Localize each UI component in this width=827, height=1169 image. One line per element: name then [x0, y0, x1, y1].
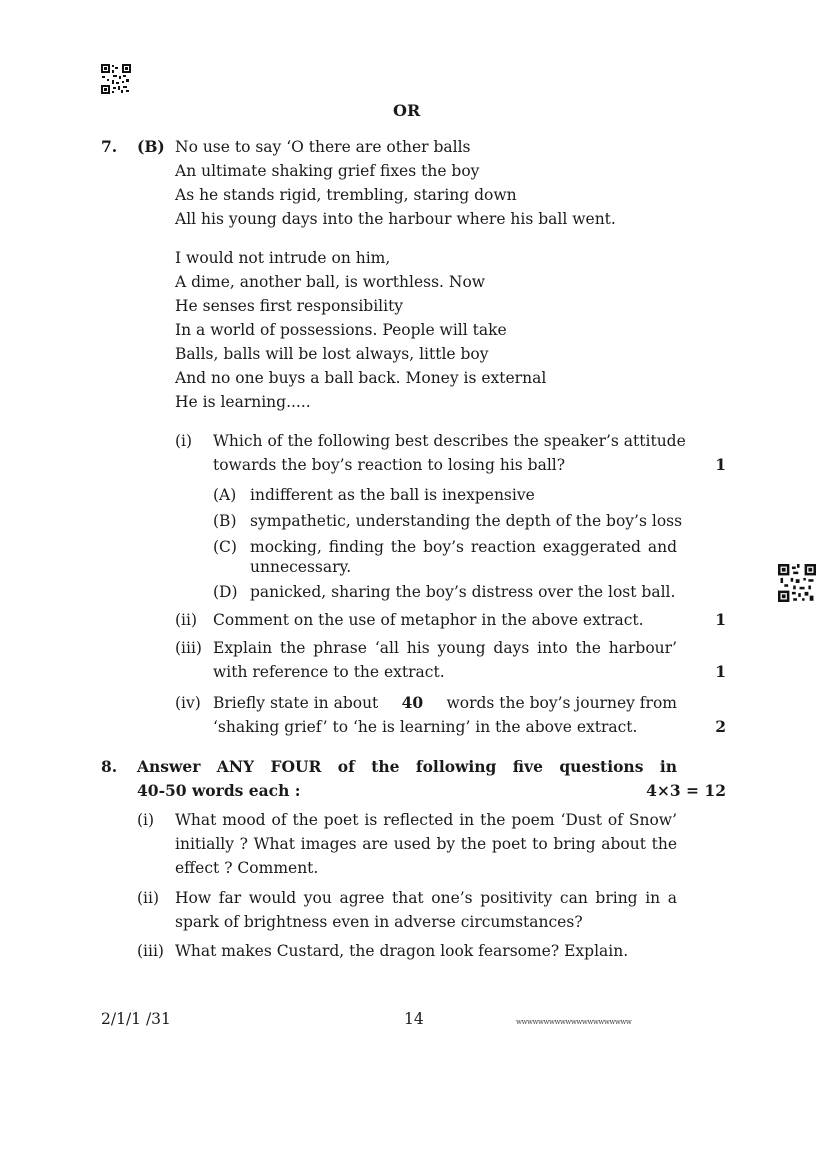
question-8-instruction: 40-50 words each :	[137, 781, 301, 800]
option-text: sympathetic, understanding the depth of the boy’s loss	[250, 512, 683, 530]
subquestion-text: towards the boy’s reaction to losing his ball?	[213, 456, 566, 474]
subquestion-text: Comment on the use of metaphor in the above extract.	[213, 611, 644, 629]
subquestion-text-part: Briefly state in about	[213, 694, 379, 712]
subquestion-number: (iv)	[175, 694, 201, 712]
subquestion-text: What makes Custard, the dragon look fearsome? Explain.	[175, 942, 629, 960]
subquestion-text: Explain the phrase ‘all his young days into the harbour’	[213, 639, 677, 657]
poem-line: He senses first responsibility	[175, 297, 404, 315]
subquestion-number: (i)	[137, 811, 155, 829]
subquestion-number: (i)	[175, 432, 193, 450]
subquestion-text: effect ? Comment.	[175, 859, 319, 877]
question-8-instruction: Answer ANY FOUR of the following five questions in	[137, 757, 677, 776]
option-text: unnecessary.	[250, 558, 352, 576]
poem-line: Balls, balls will be lost always, little boy	[175, 345, 489, 363]
option-text: mocking, finding the boy’s reaction exaggerated and	[250, 538, 677, 556]
question-7-number: 7.	[101, 137, 118, 156]
question-7-label: (B)	[137, 137, 165, 156]
poem-line: A dime, another ball, is worthless. Now	[175, 273, 486, 291]
poem-line: As he stands rigid, trembling, staring down	[175, 186, 517, 204]
marks: 1	[715, 610, 726, 629]
or-heading: OR	[393, 101, 421, 120]
option-label: (C)	[213, 538, 237, 556]
subquestion-number: (iii)	[137, 942, 164, 960]
page-number: 14	[404, 1010, 424, 1028]
subquestion-number: (ii)	[137, 889, 160, 907]
marks: 1	[715, 455, 726, 474]
subquestion-text: ‘shaking grief’ to ‘he is learning’ in the above extract.	[213, 718, 638, 736]
subquestion-number: (iii)	[175, 639, 202, 657]
poem-line: No use to say ‘O there are other balls	[175, 138, 471, 156]
subquestion-text: with reference to the extract.	[213, 663, 445, 681]
marks: 4×3 = 12	[646, 781, 726, 800]
question-8-number: 8.	[101, 757, 118, 776]
option-label: (A)	[213, 486, 237, 504]
marks: 2	[715, 717, 726, 736]
option-label: (B)	[213, 512, 237, 530]
subquestion-text: spark of brightness even in adverse circumstances?	[175, 913, 583, 931]
option-text: indifferent as the ball is inexpensive	[250, 486, 535, 504]
poem-line: An ultimate shaking grief fixes the boy	[175, 162, 480, 180]
poem-line: And no one buys a ball back. Money is external	[175, 369, 547, 387]
poem-line: In a world of possessions. People will take	[175, 321, 507, 339]
poem-line: He is learning.....	[175, 393, 311, 411]
subquestion-text: How far would you agree that one’s positivity can bring in a	[175, 889, 677, 907]
subquestion-text: initially ? What images are used by the poet to bring about the	[175, 835, 677, 853]
option-label: (D)	[213, 583, 238, 601]
poem-line: All his young days into the harbour where his ball went.	[175, 210, 616, 228]
subquestion-number: (ii)	[175, 611, 198, 629]
marks: 1	[715, 662, 726, 681]
qr-code-side	[778, 564, 816, 602]
option-text: panicked, sharing the boy’s distress over the lost ball.	[250, 583, 676, 601]
subquestion-text: Which of the following best describes the speaker’s attitude	[213, 432, 686, 450]
footer-squiggle: wwwwwwwwwwwwwwwwwwwww	[516, 1018, 632, 1026]
subquestion-text-part: words the boy’s journey from	[446, 694, 677, 712]
qr-code-top	[101, 64, 131, 94]
paper-code: 2/1/1 /31	[101, 1010, 171, 1028]
word-count: 40	[401, 693, 424, 712]
subquestion-text	[213, 693, 677, 713]
poem-line: I would not intrude on him,	[175, 249, 391, 267]
subquestion-text: What mood of the poet is reflected in the poem ‘Dust of Snow’	[175, 811, 677, 829]
